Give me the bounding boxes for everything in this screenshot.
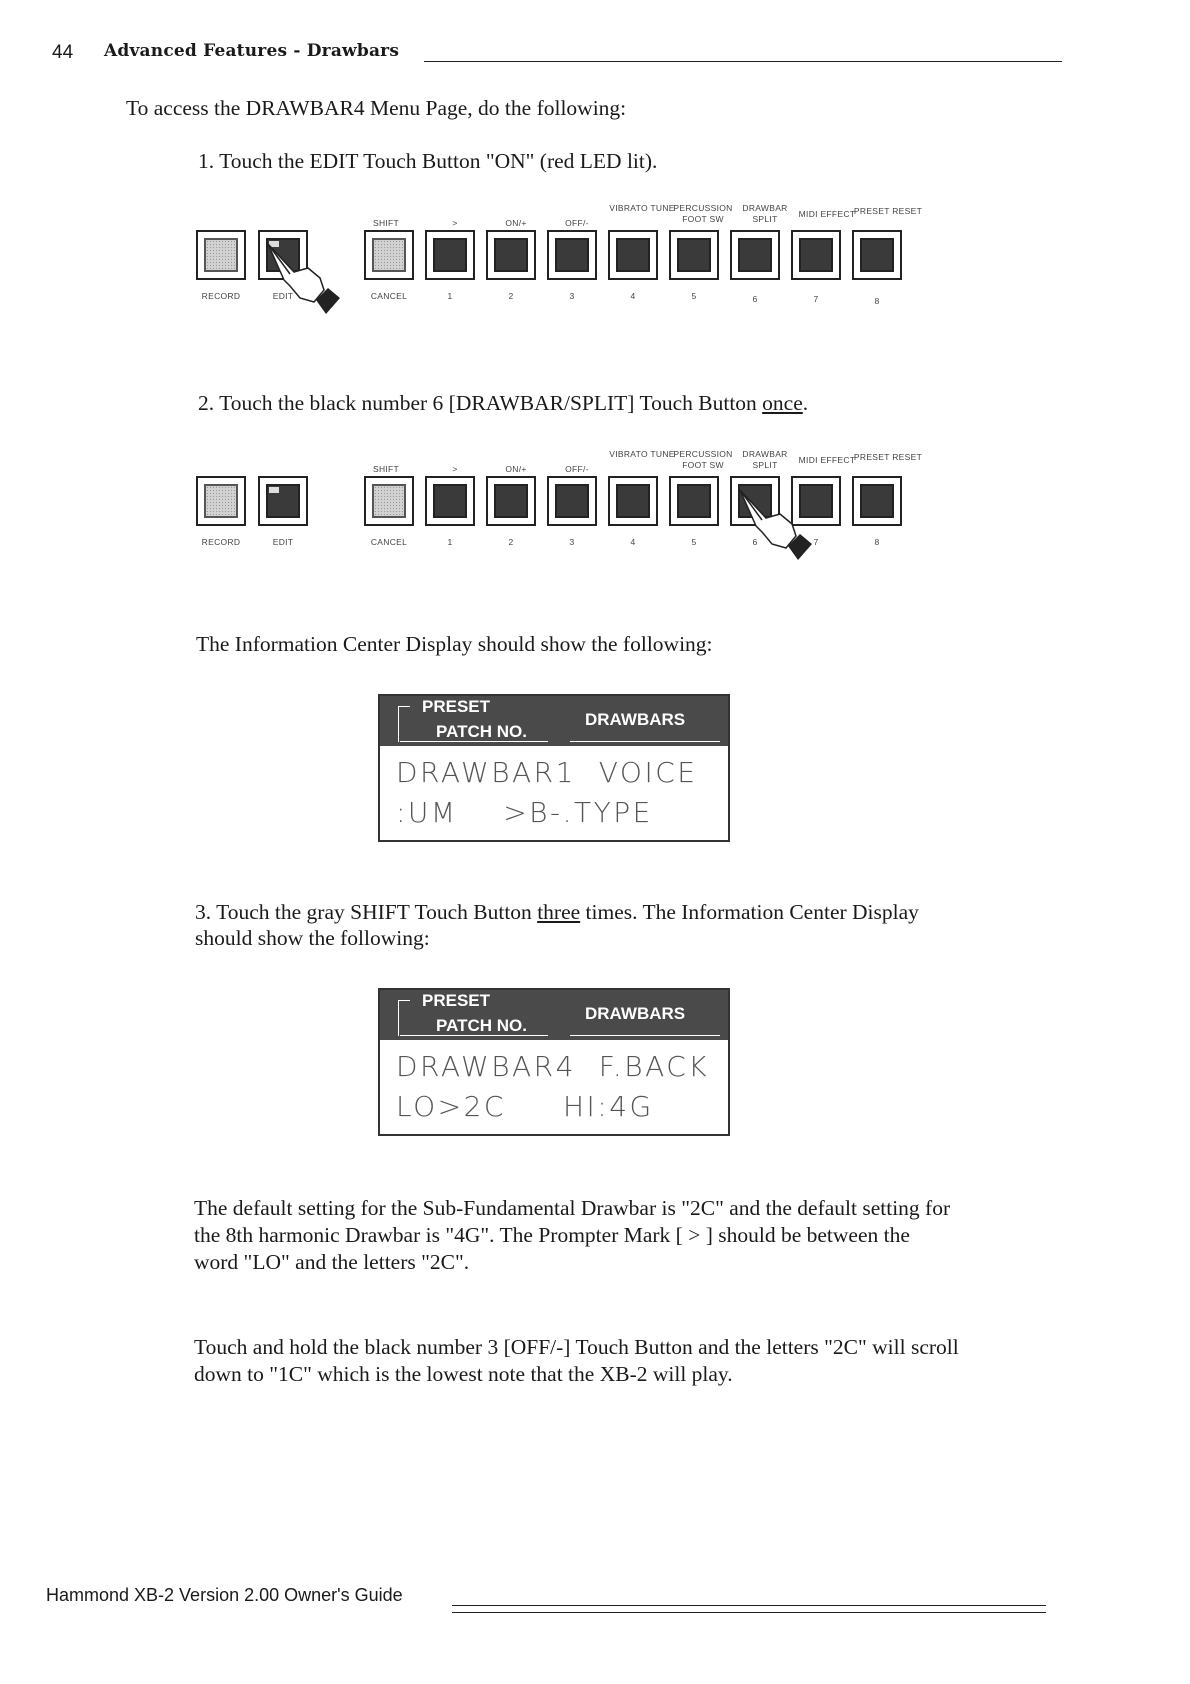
label-vibrato-tune: VIBRATO TUNE (609, 203, 675, 213)
button-8[interactable] (852, 230, 902, 280)
bracket-mark (398, 1000, 410, 1036)
button-2[interactable] (486, 230, 536, 280)
label-num-8: 8 (874, 537, 880, 547)
label-record: RECORD (201, 537, 241, 547)
underline (400, 741, 548, 742)
label-preset-reset: PRESET RESET (853, 206, 923, 216)
step-2-text-suffix: . (802, 391, 809, 415)
label-cancel: CANCEL (370, 291, 408, 301)
label-greater: > (452, 218, 458, 228)
step-3-text-line-2: should show the following: (195, 926, 430, 950)
display-intro-text: The Information Center Display should show the following: (196, 632, 713, 656)
label-shift: SHIFT (372, 464, 400, 474)
label-record: RECORD (201, 291, 241, 301)
display-header (380, 990, 728, 1040)
underline (570, 1035, 720, 1036)
step-3-text-prefix: 3. Touch the gray SHIFT Touch Button (195, 900, 538, 924)
label-edit: EDIT (272, 291, 294, 301)
info-display-2 (378, 988, 730, 1136)
button-3[interactable] (547, 230, 597, 280)
label-preset-reset: PRESET RESET (853, 452, 923, 462)
display-line-1: DRAWBAR1 VOICE (396, 756, 698, 789)
section-title: Advanced Features - Drawbars (104, 41, 400, 61)
drawbars-label: DRAWBARS (585, 710, 686, 729)
label-cancel: CANCEL (370, 537, 408, 547)
display-line-2: :UM >B-.TYPE (396, 796, 653, 829)
button-panel-2 (196, 446, 926, 576)
patch-no-label: PATCH NO. (436, 1016, 527, 1035)
label-num-6: 6 (752, 294, 758, 304)
info-display-1 (378, 694, 730, 842)
label-percussion-foot-sw: PERCUSSION FOOT SW (673, 203, 733, 224)
label-drawbar-split: DRAWBAR SPLIT (742, 203, 788, 224)
label-midi-effect: MIDI EFFECT (798, 209, 856, 219)
button-1[interactable] (425, 230, 475, 280)
label-vibrato-tune: VIBRATO TUNE (609, 449, 675, 459)
button-4[interactable] (608, 230, 658, 280)
page-footer (46, 1585, 1046, 1615)
label-num-2: 2 (508, 537, 514, 547)
header-rule (424, 61, 1062, 62)
label-edit: EDIT (272, 537, 294, 547)
underline (400, 1035, 548, 1036)
step-2-text-prefix: 2. Touch the black number 6 [DRAWBAR/SPLIT] Touch Button (198, 391, 763, 415)
pointing-hand-icon (736, 486, 826, 566)
label-num-3: 3 (569, 537, 575, 547)
label-num-1: 1 (447, 537, 453, 547)
step-3-text-mid: times. The Information Center Display (580, 900, 919, 924)
display-line-1: DRAWBAR4 F.BACK (396, 1050, 710, 1083)
footer-rule (452, 1612, 1046, 1613)
label-drawbar-split: DRAWBAR SPLIT (742, 449, 788, 470)
shift-cancel-button[interactable] (364, 476, 414, 526)
page-header (52, 42, 1062, 66)
pointing-hand-icon (264, 240, 354, 320)
paragraph-1-line-3: word "LO" and the letters "2C". (194, 1250, 470, 1274)
paragraph-1-line-2: the 8th harmonic Drawbar is "4G". The Prompter Mark [ > ] should be between the (194, 1223, 910, 1247)
step-3-text (195, 899, 919, 926)
footer-rule (452, 1605, 1046, 1606)
led-icon (269, 487, 279, 493)
shift-cancel-button[interactable] (364, 230, 414, 280)
button-4[interactable] (608, 476, 658, 526)
step-1-text: 1. Touch the EDIT Touch Button "ON" (red LED lit). (198, 149, 658, 173)
underline (570, 741, 720, 742)
step-3-emphasis: three (537, 900, 581, 924)
label-num-7: 7 (813, 294, 819, 304)
drawbars-label: DRAWBARS (585, 1004, 686, 1023)
label-num-3: 3 (569, 291, 575, 301)
label-midi-effect: MIDI EFFECT (798, 455, 856, 465)
label-num-5: 5 (691, 291, 697, 301)
paragraph-2-line-1: Touch and hold the black number 3 [OFF/-] Touch Button and the letters "2C" will scroll (194, 1335, 959, 1359)
label-off-minus: OFF/- (565, 464, 589, 474)
record-button[interactable] (196, 476, 246, 526)
label-num-6: 6 (752, 537, 758, 547)
preset-label: PRESET (422, 697, 491, 716)
label-on-plus: ON/+ (505, 218, 527, 228)
step-2-text (198, 390, 808, 417)
step-2-emphasis: once (762, 391, 803, 415)
paragraph-1-line-1: The default setting for the Sub-Fundamental Drawbar is "2C" and the default setting for (194, 1196, 951, 1220)
label-num-4: 4 (630, 537, 636, 547)
record-button[interactable] (196, 230, 246, 280)
label-num-1: 1 (447, 291, 453, 301)
button-3[interactable] (547, 476, 597, 526)
preset-label: PRESET (422, 991, 491, 1010)
page-number: 44 (52, 42, 74, 63)
button-2[interactable] (486, 476, 536, 526)
label-percussion-foot-sw: PERCUSSION FOOT SW (673, 449, 733, 470)
label-shift: SHIFT (372, 218, 400, 228)
paragraph-2-line-2: down to "1C" which is the lowest note that the XB-2 will play. (194, 1362, 733, 1386)
label-greater: > (452, 464, 458, 474)
button-7[interactable] (791, 230, 841, 280)
display-header (380, 696, 728, 746)
label-off-minus: OFF/- (565, 218, 589, 228)
patch-no-label: PATCH NO. (436, 722, 527, 741)
bracket-mark (398, 706, 410, 742)
button-8[interactable] (852, 476, 902, 526)
button-6[interactable] (730, 230, 780, 280)
label-num-2: 2 (508, 291, 514, 301)
label-num-4: 4 (630, 291, 636, 301)
label-num-7: 7 (813, 537, 819, 547)
button-panel-1 (196, 200, 926, 330)
footer-title: Hammond XB-2 Version 2.00 Owner's Guide (46, 1585, 403, 1605)
button-5[interactable] (669, 476, 719, 526)
edit-button[interactable] (258, 476, 308, 526)
button-1[interactable] (425, 476, 475, 526)
intro-text: To access the DRAWBAR4 Menu Page, do the following: (126, 96, 627, 120)
label-on-plus: ON/+ (505, 464, 527, 474)
display-line-2: LO>2C HI:4G (396, 1090, 654, 1123)
label-num-8: 8 (874, 296, 880, 306)
button-5[interactable] (669, 230, 719, 280)
label-num-5: 5 (691, 537, 697, 547)
